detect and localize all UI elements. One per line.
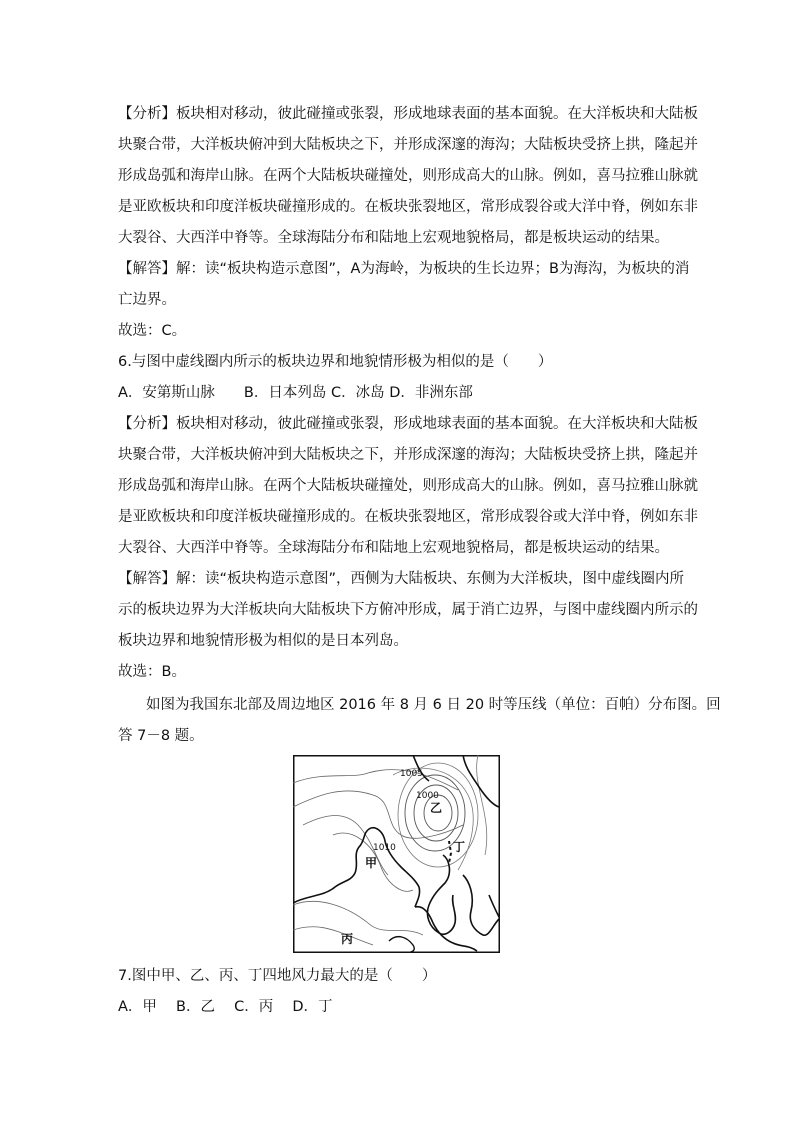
isobar-label: 1005 — [400, 769, 423, 779]
question-6: 6.与图中虚线圈内所示的板块边界和地貌情形极为相似的是（ ） — [118, 354, 553, 370]
text-line: 大裂谷、大西洋中脊等。全球海陆分布和陆地上宏观地貌格局，都是板块运动的结果。 — [118, 540, 669, 556]
text-line: 【解答】解：读“板块构造示意图”，西侧为大陆板块、东侧为大洋板块，图中虚线圈内所 — [118, 571, 685, 587]
text-line: 是亚欧板块和印度洋板块碰撞形成的。在板块张裂地区，常形成裂谷或大洋中脊，例如东非 — [118, 199, 698, 215]
isobar-label: 1000 — [416, 791, 439, 801]
question-6-options: A．安第斯山脉 B．日本列岛 C．冰岛 D．非洲东部 — [118, 385, 473, 401]
map-frame — [294, 756, 500, 953]
place-label-bing: 丙 — [341, 932, 354, 946]
map-intro: 如图为我国东北部及周边地区 2016 年 8 月 6 日 20 时等压线（单位：百帕）分布图。回 — [146, 697, 721, 713]
isobar-label: 1010 — [373, 843, 396, 853]
map-intro-cont: 答 7－8 题。 — [118, 728, 204, 744]
text-line: 故选：C。 — [118, 323, 187, 339]
question-7-options: A．甲 B．乙 C．丙 D．丁 — [118, 999, 333, 1015]
text-line: 块聚合带，大洋板块俯冲到大陆板块之下，并形成深邃的海沟；大陆板块受挤上拱，隆起并 — [118, 447, 698, 463]
text-line: 是亚欧板块和印度洋板块碰撞形成的。在板块张裂地区，常形成裂谷或大洋中脊，例如东非 — [118, 509, 698, 525]
text-line: 【解答】解：读“板块构造示意图”，A为海岭，为板块的生长边界；B为海沟，为板块的消 — [118, 261, 690, 277]
place-label-ding: 丁 — [453, 840, 466, 854]
text-line: 块聚合带，大洋板块俯冲到大陆板块之下，并形成深邃的海沟；大陆板块受挤上拱，隆起并 — [118, 137, 698, 153]
question-7: 7.图中甲、乙、丙、丁四地风力最大的是（ ） — [118, 968, 437, 984]
text-line: 示的板块边界为大洋板块向大陆板块下方俯冲形成，属于消亡边界，与图中虚线圈内所示的 — [118, 602, 698, 618]
isobar-map-svg — [293, 755, 500, 953]
text-line: 故选：B。 — [118, 664, 186, 680]
place-label-jia: 甲 — [365, 856, 378, 870]
text-line: 【分析】板块相对移动，彼此碰撞或张裂，形成地球表面的基本面貌。在大洋板块和大陆板 — [118, 416, 698, 432]
text-line: 亡边界。 — [118, 292, 176, 308]
place-label-yi: 乙 — [430, 801, 443, 815]
isobar-map — [293, 755, 500, 953]
text-line: 形成岛弧和海岸山脉。在两个大陆板块碰撞处，则形成高大的山脉。例如，喜马拉雅山脉就 — [118, 478, 698, 494]
text-line: 【分析】板块相对移动，彼此碰撞或张裂，形成地球表面的基本面貌。在大洋板块和大陆板 — [118, 106, 698, 122]
text-line: 板块边界和地貌情形极为相似的是日本列岛。 — [118, 633, 408, 649]
text-line: 形成岛弧和海岸山脉。在两个大陆板块碰撞处，则形成高大的山脉。例如，喜马拉雅山脉就 — [118, 168, 698, 184]
text-line: 大裂谷、大西洋中脊等。全球海陆分布和陆地上宏观地貌格局，都是板块运动的结果。 — [118, 230, 669, 246]
